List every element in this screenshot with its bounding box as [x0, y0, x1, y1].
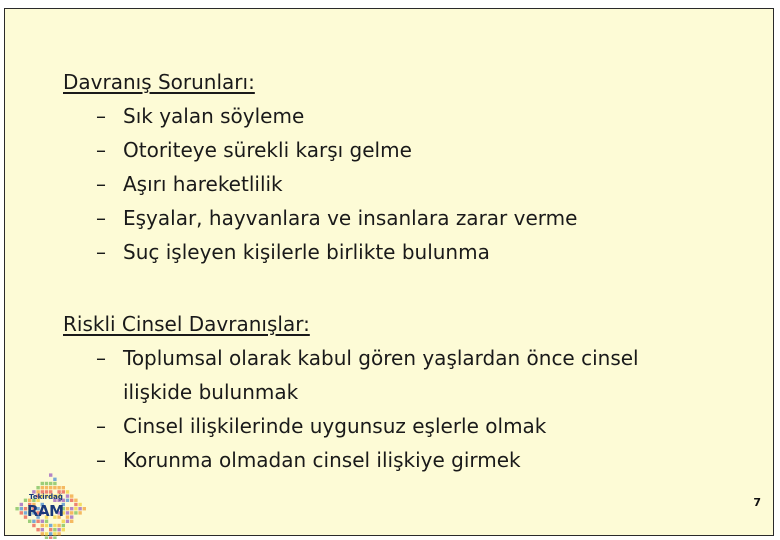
logo-mosaic-tile	[70, 515, 73, 518]
logo-mosaic-tile	[78, 503, 81, 506]
logo-mosaic-tile	[62, 486, 65, 489]
logo-mosaic-tile	[41, 532, 44, 535]
logo-mosaic-tile	[36, 520, 39, 523]
logo-mosaic-tile	[53, 482, 56, 485]
logo-mosaic-tile	[66, 511, 69, 514]
page-number: 7	[753, 496, 761, 509]
bullet-dash: –	[96, 206, 106, 230]
logo-mosaic-tile	[66, 494, 69, 497]
list-item-text: Korunma olmadan cinsel ilişkiye girmek	[123, 448, 521, 472]
logo-big-text: RAM	[27, 502, 64, 520]
list-item	[63, 201, 683, 235]
logo-mosaic-tile	[66, 490, 69, 493]
logo-mosaic-tile	[41, 520, 44, 523]
logo-mosaic-tile	[74, 511, 77, 514]
logo-mosaic-tile	[53, 486, 56, 489]
logo-mosaic-tile	[53, 536, 56, 539]
list-item-text: Cinsel ilişkilerinde uygunsuz eşlerle olmak	[123, 414, 547, 438]
bullet-list	[63, 341, 683, 477]
section-behavior-problems	[63, 65, 683, 269]
logo-mosaic-tile	[20, 503, 23, 506]
logo-mosaic-tile	[70, 520, 73, 523]
bullet-dash: –	[96, 172, 106, 196]
logo-mosaic-tile	[45, 520, 48, 523]
logo-mosaic-tile	[57, 486, 60, 489]
list-item-text: Eşyalar, hayvanlara ve insanlara zarar verme	[123, 206, 578, 230]
list-item-text: Sık yalan söyleme	[123, 104, 305, 128]
logo-mosaic-tile	[62, 520, 65, 523]
list-item	[63, 341, 683, 409]
section-risky-sexual-behavior	[63, 307, 683, 477]
list-item-text: Toplumsal olarak kabul gören yaşlardan önce cinsel ilişkide bulunmak	[123, 346, 639, 404]
logo-mosaic-tile	[45, 486, 48, 489]
bullet-dash: –	[96, 346, 106, 370]
bullet-dash: –	[96, 104, 106, 128]
logo-mosaic-tile	[45, 536, 48, 539]
logo-mosaic-tile	[49, 473, 52, 476]
slide	[4, 8, 774, 536]
logo-mosaic-tile	[49, 486, 52, 489]
logo-small-text: Tekirdağ	[29, 493, 63, 501]
logo-mosaic-tile	[70, 507, 73, 510]
logo-mosaic-tile	[57, 532, 60, 535]
logo-mosaic-tile	[66, 507, 69, 510]
logo-mosaic-tile	[66, 520, 69, 523]
logo-mosaic-tile	[32, 520, 35, 523]
logo-mosaic-tile	[45, 524, 48, 527]
logo-mosaic-tile	[49, 482, 52, 485]
logo-mosaic-tile	[36, 528, 39, 531]
logo-mosaic-tile	[62, 524, 65, 527]
logo-mosaic-tile	[53, 532, 56, 535]
logo-mosaic-tile	[70, 494, 73, 497]
logo-mosaic-tile	[45, 532, 48, 535]
logo-mosaic-tile	[66, 515, 69, 518]
list-item	[63, 133, 683, 167]
logo-mosaic-tile	[41, 524, 44, 527]
logo-mosaic-tile	[41, 482, 44, 485]
section-heading: Davranış Sorunları:	[63, 70, 255, 94]
tekirdag-ram-logo	[7, 467, 103, 539]
logo-mosaic-tile	[49, 524, 52, 527]
logo-mosaic-tile	[78, 511, 81, 514]
logo-mosaic-tile	[20, 507, 23, 510]
logo-mosaic-tile	[74, 503, 77, 506]
list-item	[63, 409, 683, 443]
logo-mosaic-tile	[74, 507, 77, 510]
logo-mosaic-tile	[32, 524, 35, 527]
logo-mosaic-tile	[15, 507, 18, 510]
bullet-dash: –	[96, 414, 106, 438]
logo-mosaic-tile	[57, 528, 60, 531]
logo-mosaic-tile	[53, 478, 56, 481]
logo-mosaic-tile	[78, 507, 81, 510]
logo-mosaic-tile	[41, 486, 44, 489]
bullet-dash: –	[96, 240, 106, 264]
logo-mosaic-tile	[70, 511, 73, 514]
logo-mosaic-tile	[41, 528, 44, 531]
list-item	[63, 235, 683, 269]
logo-mosaic-tile	[57, 524, 60, 527]
logo-mosaic-tile	[53, 528, 56, 531]
logo-mosaic-tile	[70, 499, 73, 502]
logo-mosaic-tile	[53, 524, 56, 527]
logo-mosaic-tile	[49, 528, 52, 531]
logo-mosaic-tile	[20, 511, 23, 514]
logo-mosaic-tile	[83, 507, 86, 510]
bullet-list	[63, 99, 683, 269]
logo-mosaic-tile	[62, 528, 65, 531]
bullet-dash: –	[96, 448, 106, 472]
list-item	[63, 167, 683, 201]
list-item-text: Aşırı hareketlilik	[123, 172, 283, 196]
bullet-dash: –	[96, 138, 106, 162]
logo-mosaic-tile	[66, 499, 69, 502]
logo-mosaic-tile	[28, 520, 31, 523]
list-item	[63, 99, 683, 133]
logo-mosaic-tile	[36, 486, 39, 489]
section-heading: Riskli Cinsel Davranışlar:	[63, 312, 310, 336]
list-item-text: Otoriteye sürekli karşı gelme	[123, 138, 412, 162]
list-item-text: Suç işleyen kişilerle birlikte bulunma	[123, 240, 490, 264]
list-item	[63, 443, 683, 477]
logo-mosaic-tile	[49, 532, 52, 535]
logo-mosaic-tile	[45, 482, 48, 485]
logo-mosaic-tile	[49, 536, 52, 539]
logo-mosaic-tile	[74, 499, 77, 502]
